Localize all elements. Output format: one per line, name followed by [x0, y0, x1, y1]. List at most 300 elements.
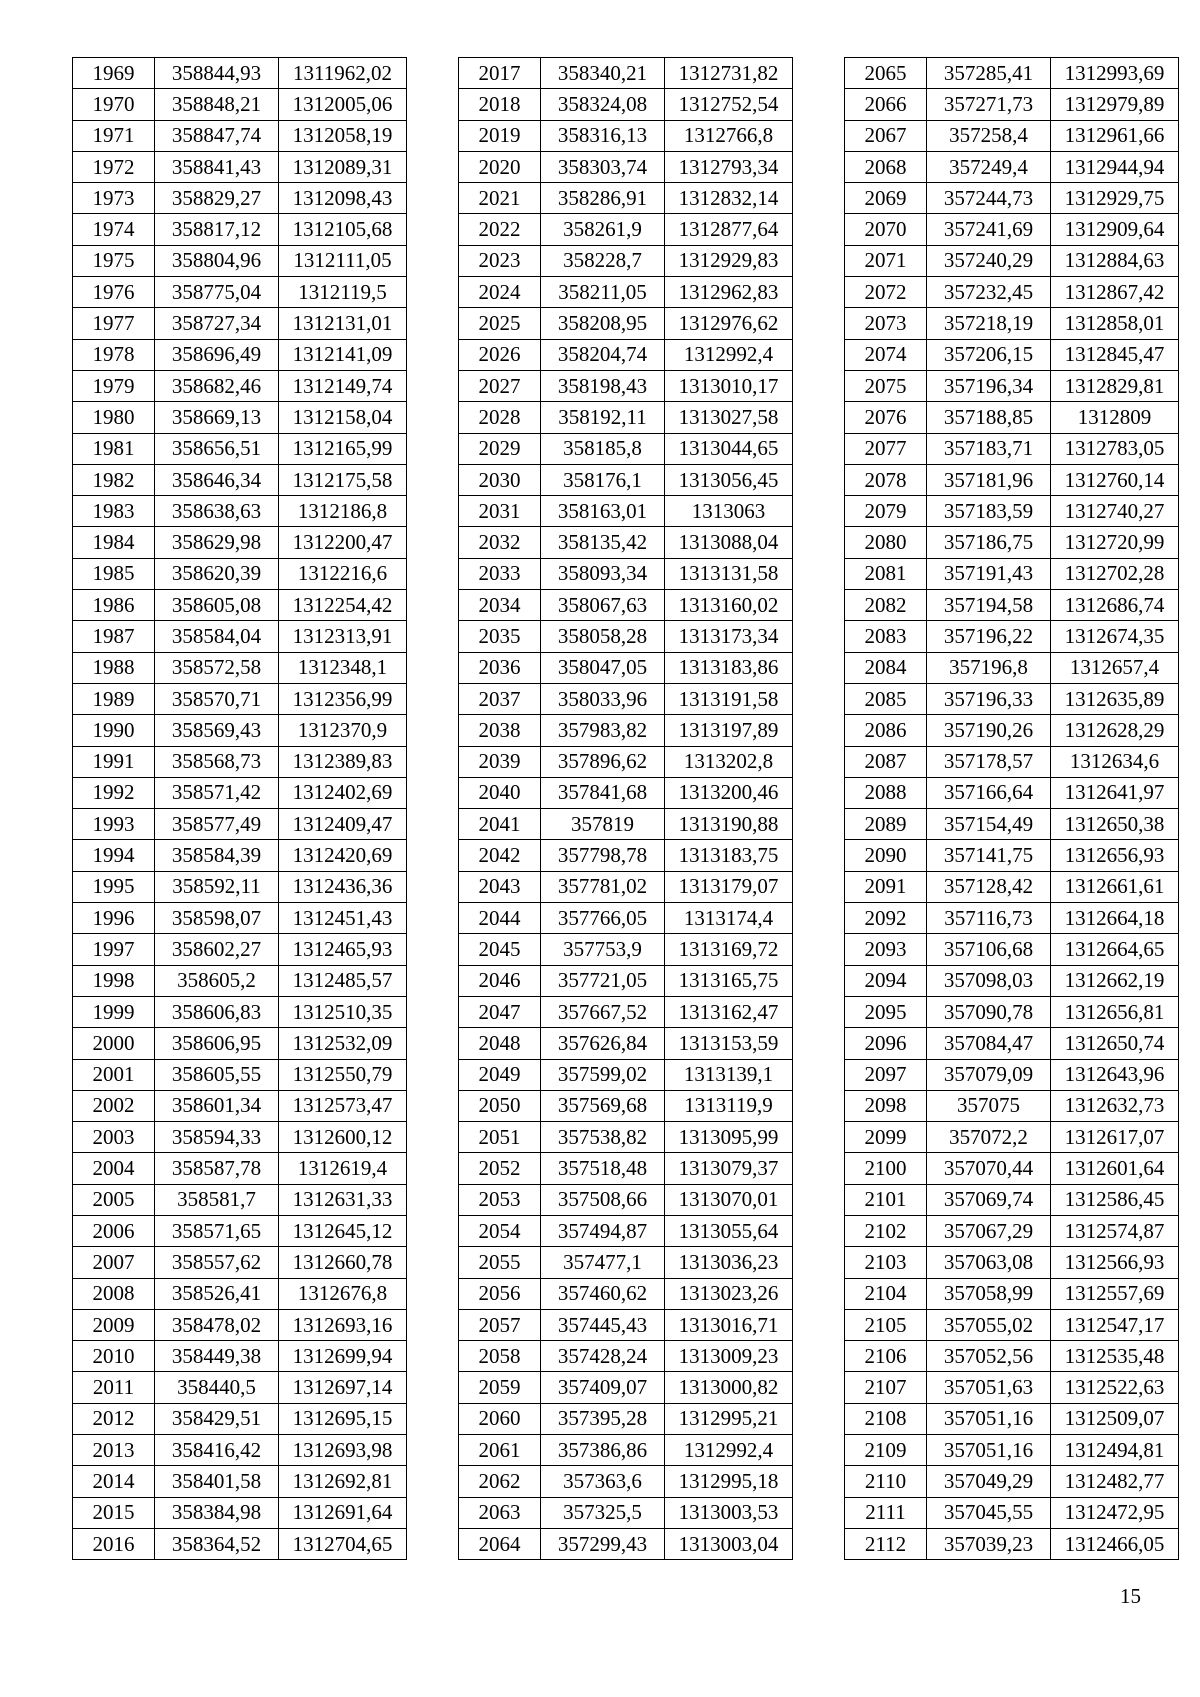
- x-coordinate-cell: 357244,73: [927, 183, 1051, 214]
- y-coordinate-cell: 1312909,64: [1051, 214, 1179, 245]
- table-row: [459, 120, 793, 151]
- y-coordinate-cell: 1312695,15: [279, 1403, 407, 1434]
- x-coordinate-cell: 358440,5: [155, 1372, 279, 1403]
- point-number-cell: 2081: [845, 558, 927, 589]
- x-coordinate-cell: 357116,73: [927, 903, 1051, 934]
- point-number-cell: 2055: [459, 1247, 541, 1278]
- point-number-cell: 2104: [845, 1278, 927, 1309]
- y-coordinate-cell: 1312962,83: [665, 277, 793, 308]
- table-row: [845, 777, 1179, 808]
- table-row: [73, 1153, 407, 1184]
- x-coordinate-cell: 358817,12: [155, 214, 279, 245]
- table-row: [845, 965, 1179, 996]
- y-coordinate-cell: 1312586,45: [1051, 1184, 1179, 1215]
- table-row: [73, 558, 407, 589]
- x-coordinate-cell: 357599,02: [541, 1059, 665, 1090]
- y-coordinate-cell: 1312676,8: [279, 1278, 407, 1309]
- point-number-cell: 2111: [845, 1497, 927, 1528]
- x-coordinate-cell: 358047,05: [541, 652, 665, 683]
- table-row: [73, 840, 407, 871]
- x-coordinate-cell: 358841,43: [155, 151, 279, 182]
- point-number-cell: 2105: [845, 1309, 927, 1340]
- y-coordinate-cell: 1312760,14: [1051, 464, 1179, 495]
- y-coordinate-cell: 1312409,47: [279, 809, 407, 840]
- y-coordinate-cell: 1312641,97: [1051, 777, 1179, 808]
- table-row: [459, 1528, 793, 1559]
- point-number-cell: 2101: [845, 1184, 927, 1215]
- y-coordinate-cell: 1312131,01: [279, 308, 407, 339]
- x-coordinate-cell: 358401,58: [155, 1466, 279, 1497]
- table-row: [73, 277, 407, 308]
- x-coordinate-cell: 357196,33: [927, 683, 1051, 714]
- point-number-cell: 2090: [845, 840, 927, 871]
- point-number-cell: 2049: [459, 1059, 541, 1090]
- x-coordinate-cell: 357039,23: [927, 1528, 1051, 1559]
- x-coordinate-cell: 358848,21: [155, 89, 279, 120]
- x-coordinate-cell: 357178,57: [927, 746, 1051, 777]
- point-number-cell: 1974: [73, 214, 155, 245]
- point-number-cell: 2082: [845, 590, 927, 621]
- x-coordinate-cell: 358570,71: [155, 683, 279, 714]
- point-number-cell: 2054: [459, 1215, 541, 1246]
- y-coordinate-cell: 1312783,05: [1051, 433, 1179, 464]
- y-coordinate-cell: 1312348,1: [279, 652, 407, 683]
- table-row: [845, 1184, 1179, 1215]
- x-coordinate-cell: 358228,7: [541, 245, 665, 276]
- point-number-cell: 2100: [845, 1153, 927, 1184]
- y-coordinate-cell: 1313003,53: [665, 1497, 793, 1528]
- table-row: [73, 433, 407, 464]
- table-row: [845, 558, 1179, 589]
- x-coordinate-cell: 358682,46: [155, 370, 279, 401]
- x-coordinate-cell: 358571,42: [155, 777, 279, 808]
- table-row: [845, 1309, 1179, 1340]
- table-row: [459, 715, 793, 746]
- table-row: [845, 903, 1179, 934]
- point-number-cell: 2027: [459, 370, 541, 401]
- y-coordinate-cell: 1312574,87: [1051, 1215, 1179, 1246]
- y-coordinate-cell: 1312877,64: [665, 214, 793, 245]
- table-row: [459, 996, 793, 1027]
- x-coordinate-cell: 357477,1: [541, 1247, 665, 1278]
- y-coordinate-cell: 1312216,6: [279, 558, 407, 589]
- point-number-cell: 1979: [73, 370, 155, 401]
- x-coordinate-cell: 358163,01: [541, 496, 665, 527]
- table-row: [73, 370, 407, 401]
- table-row: [845, 464, 1179, 495]
- table-row: [459, 58, 793, 89]
- x-coordinate-cell: 357051,16: [927, 1435, 1051, 1466]
- table-row: [845, 308, 1179, 339]
- point-number-cell: 1987: [73, 621, 155, 652]
- y-coordinate-cell: 1313162,47: [665, 996, 793, 1027]
- table-row: [459, 558, 793, 589]
- point-number-cell: 2034: [459, 590, 541, 621]
- table-row: [73, 1403, 407, 1434]
- table-row: [73, 183, 407, 214]
- y-coordinate-cell: 1312509,07: [1051, 1403, 1179, 1434]
- y-coordinate-cell: 1312929,75: [1051, 183, 1179, 214]
- x-coordinate-cell: 358601,34: [155, 1090, 279, 1121]
- x-coordinate-cell: 358286,91: [541, 183, 665, 214]
- table-row: [73, 903, 407, 934]
- point-number-cell: 2047: [459, 996, 541, 1027]
- x-coordinate-cell: 358605,55: [155, 1059, 279, 1090]
- x-coordinate-cell: 357186,75: [927, 527, 1051, 558]
- table-row: [845, 996, 1179, 1027]
- x-coordinate-cell: 357409,07: [541, 1372, 665, 1403]
- table-row: [459, 746, 793, 777]
- y-coordinate-cell: 1312766,8: [665, 120, 793, 151]
- point-number-cell: 1969: [73, 58, 155, 89]
- y-coordinate-cell: 1312686,74: [1051, 590, 1179, 621]
- y-coordinate-cell: 1312550,79: [279, 1059, 407, 1090]
- point-number-cell: 2077: [845, 433, 927, 464]
- point-number-cell: 2084: [845, 652, 927, 683]
- table-row: [73, 1278, 407, 1309]
- table-row: [845, 183, 1179, 214]
- table-row: [845, 151, 1179, 182]
- x-coordinate-cell: 357241,69: [927, 214, 1051, 245]
- y-coordinate-cell: 1312961,66: [1051, 120, 1179, 151]
- table-row: [459, 433, 793, 464]
- x-coordinate-cell: 357428,24: [541, 1341, 665, 1372]
- point-number-cell: 2024: [459, 277, 541, 308]
- table-row: [845, 1403, 1179, 1434]
- coordinates-table: [844, 57, 1179, 1560]
- point-number-cell: 1980: [73, 402, 155, 433]
- point-number-cell: 2041: [459, 809, 541, 840]
- x-coordinate-cell: 357196,22: [927, 621, 1051, 652]
- point-number-cell: 2026: [459, 339, 541, 370]
- y-coordinate-cell: 1312601,64: [1051, 1153, 1179, 1184]
- x-coordinate-cell: 358067,63: [541, 590, 665, 621]
- point-number-cell: 2068: [845, 151, 927, 182]
- y-coordinate-cell: 1312547,17: [1051, 1309, 1179, 1340]
- point-number-cell: 2106: [845, 1341, 927, 1372]
- y-coordinate-cell: 1313003,04: [665, 1528, 793, 1559]
- point-number-cell: 2001: [73, 1059, 155, 1090]
- x-coordinate-cell: 358429,51: [155, 1403, 279, 1434]
- table-row: [459, 809, 793, 840]
- y-coordinate-cell: 1312635,89: [1051, 683, 1179, 714]
- table-row: [73, 1247, 407, 1278]
- table-row: [73, 871, 407, 902]
- point-number-cell: 2096: [845, 1028, 927, 1059]
- table-row: [845, 1528, 1179, 1559]
- x-coordinate-cell: 357538,82: [541, 1122, 665, 1153]
- point-number-cell: 2039: [459, 746, 541, 777]
- x-coordinate-cell: 358449,38: [155, 1341, 279, 1372]
- point-number-cell: 1993: [73, 809, 155, 840]
- x-coordinate-cell: 358656,51: [155, 433, 279, 464]
- y-coordinate-cell: 1312631,33: [279, 1184, 407, 1215]
- table-row: [73, 1341, 407, 1372]
- x-coordinate-cell: 358577,49: [155, 809, 279, 840]
- x-coordinate-cell: 357067,29: [927, 1215, 1051, 1246]
- y-coordinate-cell: 1313095,99: [665, 1122, 793, 1153]
- point-number-cell: 2038: [459, 715, 541, 746]
- y-coordinate-cell: 1312661,61: [1051, 871, 1179, 902]
- x-coordinate-cell: 357518,48: [541, 1153, 665, 1184]
- table-row: [845, 1122, 1179, 1153]
- point-number-cell: 2050: [459, 1090, 541, 1121]
- x-coordinate-cell: 358316,13: [541, 120, 665, 151]
- table-row: [459, 965, 793, 996]
- y-coordinate-cell: 1312693,98: [279, 1435, 407, 1466]
- y-coordinate-cell: 1312420,69: [279, 840, 407, 871]
- y-coordinate-cell: 1312691,64: [279, 1497, 407, 1528]
- y-coordinate-cell: 1312485,57: [279, 965, 407, 996]
- x-coordinate-cell: 358646,34: [155, 464, 279, 495]
- point-number-cell: 2086: [845, 715, 927, 746]
- y-coordinate-cell: 1312995,18: [665, 1466, 793, 1497]
- y-coordinate-cell: 1313153,59: [665, 1028, 793, 1059]
- x-coordinate-cell: 358261,9: [541, 214, 665, 245]
- x-coordinate-cell: 358303,74: [541, 151, 665, 182]
- table-row: [845, 934, 1179, 965]
- point-number-cell: 2098: [845, 1090, 927, 1121]
- table-row: [845, 809, 1179, 840]
- x-coordinate-cell: 357166,64: [927, 777, 1051, 808]
- point-number-cell: 2108: [845, 1403, 927, 1434]
- y-coordinate-cell: 1312740,27: [1051, 496, 1179, 527]
- point-number-cell: 2005: [73, 1184, 155, 1215]
- y-coordinate-cell: 1312098,43: [279, 183, 407, 214]
- x-coordinate-cell: 357128,42: [927, 871, 1051, 902]
- y-coordinate-cell: 1312976,62: [665, 308, 793, 339]
- table-row: [459, 1122, 793, 1153]
- point-number-cell: 2042: [459, 840, 541, 871]
- table-row: [73, 402, 407, 433]
- y-coordinate-cell: 1312643,96: [1051, 1059, 1179, 1090]
- table-row: [459, 89, 793, 120]
- table-row: [459, 370, 793, 401]
- y-coordinate-cell: 1312617,07: [1051, 1122, 1179, 1153]
- table-row: [845, 1215, 1179, 1246]
- x-coordinate-cell: 357363,6: [541, 1466, 665, 1497]
- table-row: [73, 1435, 407, 1466]
- point-number-cell: 1981: [73, 433, 155, 464]
- x-coordinate-cell: 357063,08: [927, 1247, 1051, 1278]
- table-row: [459, 1372, 793, 1403]
- x-coordinate-cell: 357445,43: [541, 1309, 665, 1340]
- table-row: [459, 652, 793, 683]
- y-coordinate-cell: 1312692,81: [279, 1466, 407, 1497]
- table-row: [845, 496, 1179, 527]
- x-coordinate-cell: 357218,19: [927, 308, 1051, 339]
- point-number-cell: 2110: [845, 1466, 927, 1497]
- table-row: [845, 1341, 1179, 1372]
- y-coordinate-cell: 1312650,74: [1051, 1028, 1179, 1059]
- x-coordinate-cell: 358592,11: [155, 871, 279, 902]
- x-coordinate-cell: 358584,39: [155, 840, 279, 871]
- y-coordinate-cell: 1313183,86: [665, 652, 793, 683]
- x-coordinate-cell: 358135,42: [541, 527, 665, 558]
- point-number-cell: 2006: [73, 1215, 155, 1246]
- table-row: [73, 621, 407, 652]
- table-row: [459, 1341, 793, 1372]
- point-number-cell: 2002: [73, 1090, 155, 1121]
- x-coordinate-cell: 357896,62: [541, 746, 665, 777]
- table-row: [73, 527, 407, 558]
- point-number-cell: 2107: [845, 1372, 927, 1403]
- x-coordinate-cell: 358192,11: [541, 402, 665, 433]
- x-coordinate-cell: 357206,15: [927, 339, 1051, 370]
- point-number-cell: 2052: [459, 1153, 541, 1184]
- y-coordinate-cell: 1313179,07: [665, 871, 793, 902]
- x-coordinate-cell: 358584,04: [155, 621, 279, 652]
- table-row: [845, 339, 1179, 370]
- coordinates-table: [458, 57, 793, 1560]
- x-coordinate-cell: 358581,7: [155, 1184, 279, 1215]
- table-row: [459, 277, 793, 308]
- table-row: [459, 1153, 793, 1184]
- x-coordinate-cell: 357983,82: [541, 715, 665, 746]
- point-number-cell: 2061: [459, 1435, 541, 1466]
- y-coordinate-cell: 1312111,05: [279, 245, 407, 276]
- table-row: [73, 464, 407, 495]
- point-number-cell: 2069: [845, 183, 927, 214]
- table-row: [459, 339, 793, 370]
- x-coordinate-cell: 357798,78: [541, 840, 665, 871]
- x-coordinate-cell: 358185,8: [541, 433, 665, 464]
- y-coordinate-cell: 1313023,26: [665, 1278, 793, 1309]
- y-coordinate-cell: 1312657,4: [1051, 652, 1179, 683]
- y-coordinate-cell: 1312149,74: [279, 370, 407, 401]
- point-number-cell: 2010: [73, 1341, 155, 1372]
- y-coordinate-cell: 1312645,12: [279, 1215, 407, 1246]
- x-coordinate-cell: 358804,96: [155, 245, 279, 276]
- y-coordinate-cell: 1313016,71: [665, 1309, 793, 1340]
- y-coordinate-cell: 1312313,91: [279, 621, 407, 652]
- y-coordinate-cell: 1313190,88: [665, 809, 793, 840]
- table-row: [73, 496, 407, 527]
- point-number-cell: 2076: [845, 402, 927, 433]
- point-number-cell: 2013: [73, 1435, 155, 1466]
- table-row: [73, 1028, 407, 1059]
- table-row: [845, 840, 1179, 871]
- point-number-cell: 2020: [459, 151, 541, 182]
- y-coordinate-cell: 1312465,93: [279, 934, 407, 965]
- point-number-cell: 1996: [73, 903, 155, 934]
- y-coordinate-cell: 1312472,95: [1051, 1497, 1179, 1528]
- y-coordinate-cell: 1312929,83: [665, 245, 793, 276]
- y-coordinate-cell: 1312619,4: [279, 1153, 407, 1184]
- y-coordinate-cell: 1312702,28: [1051, 558, 1179, 589]
- point-number-cell: 1972: [73, 151, 155, 182]
- table-row: [459, 496, 793, 527]
- table-row: [73, 965, 407, 996]
- table-row: [459, 777, 793, 808]
- y-coordinate-cell: 1312466,05: [1051, 1528, 1179, 1559]
- x-coordinate-cell: 357075: [927, 1090, 1051, 1121]
- x-coordinate-cell: 357072,2: [927, 1122, 1051, 1153]
- table-row: [73, 715, 407, 746]
- x-coordinate-cell: 357154,49: [927, 809, 1051, 840]
- x-coordinate-cell: 358211,05: [541, 277, 665, 308]
- point-number-cell: 2079: [845, 496, 927, 527]
- y-coordinate-cell: 1313044,65: [665, 433, 793, 464]
- x-coordinate-cell: 357667,52: [541, 996, 665, 1027]
- x-coordinate-cell: 357183,71: [927, 433, 1051, 464]
- y-coordinate-cell: 1312992,4: [665, 1435, 793, 1466]
- x-coordinate-cell: 357070,44: [927, 1153, 1051, 1184]
- table-row: [845, 1466, 1179, 1497]
- point-number-cell: 2099: [845, 1122, 927, 1153]
- y-coordinate-cell: 1312829,81: [1051, 370, 1179, 401]
- table-row: [845, 1372, 1179, 1403]
- table-row: [845, 214, 1179, 245]
- y-coordinate-cell: 1312522,63: [1051, 1372, 1179, 1403]
- y-coordinate-cell: 1312389,83: [279, 746, 407, 777]
- y-coordinate-cell: 1312752,54: [665, 89, 793, 120]
- x-coordinate-cell: 357084,47: [927, 1028, 1051, 1059]
- y-coordinate-cell: 1313055,64: [665, 1215, 793, 1246]
- y-coordinate-cell: 1312867,42: [1051, 277, 1179, 308]
- x-coordinate-cell: 357325,5: [541, 1497, 665, 1528]
- x-coordinate-cell: 358606,95: [155, 1028, 279, 1059]
- x-coordinate-cell: 358204,74: [541, 339, 665, 370]
- table-row: [459, 1215, 793, 1246]
- y-coordinate-cell: 1312119,5: [279, 277, 407, 308]
- x-coordinate-cell: 358416,42: [155, 1435, 279, 1466]
- table-row: [845, 715, 1179, 746]
- y-coordinate-cell: 1312944,94: [1051, 151, 1179, 182]
- table-row: [845, 590, 1179, 621]
- table-row: [459, 151, 793, 182]
- point-number-cell: 2009: [73, 1309, 155, 1340]
- x-coordinate-cell: 357626,84: [541, 1028, 665, 1059]
- x-coordinate-cell: 357196,34: [927, 370, 1051, 401]
- point-number-cell: 2073: [845, 308, 927, 339]
- point-number-cell: 2062: [459, 1466, 541, 1497]
- x-coordinate-cell: 357058,99: [927, 1278, 1051, 1309]
- y-coordinate-cell: 1312200,47: [279, 527, 407, 558]
- y-coordinate-cell: 1313139,1: [665, 1059, 793, 1090]
- y-coordinate-cell: 1313131,58: [665, 558, 793, 589]
- table-row: [845, 402, 1179, 433]
- x-coordinate-cell: 357196,8: [927, 652, 1051, 683]
- table-row: [845, 1278, 1179, 1309]
- table-row: [73, 746, 407, 777]
- point-number-cell: 2094: [845, 965, 927, 996]
- table-row: [459, 683, 793, 714]
- point-number-cell: 2060: [459, 1403, 541, 1434]
- point-number-cell: 1998: [73, 965, 155, 996]
- point-number-cell: 2063: [459, 1497, 541, 1528]
- x-coordinate-cell: 357188,85: [927, 402, 1051, 433]
- x-coordinate-cell: 358557,62: [155, 1247, 279, 1278]
- point-number-cell: 1982: [73, 464, 155, 495]
- table-row: [845, 1090, 1179, 1121]
- point-number-cell: 2016: [73, 1528, 155, 1559]
- table-row: [459, 1247, 793, 1278]
- y-coordinate-cell: 1313202,8: [665, 746, 793, 777]
- y-coordinate-cell: 1312884,63: [1051, 245, 1179, 276]
- y-coordinate-cell: 1312573,47: [279, 1090, 407, 1121]
- y-coordinate-cell: 1312699,94: [279, 1341, 407, 1372]
- table-row: [459, 245, 793, 276]
- point-number-cell: 2112: [845, 1528, 927, 1559]
- point-number-cell: 2019: [459, 120, 541, 151]
- y-coordinate-cell: 1313174,4: [665, 903, 793, 934]
- x-coordinate-cell: 357494,87: [541, 1215, 665, 1246]
- table-row: [459, 214, 793, 245]
- point-number-cell: 1978: [73, 339, 155, 370]
- table-row: [459, 183, 793, 214]
- point-number-cell: 2045: [459, 934, 541, 965]
